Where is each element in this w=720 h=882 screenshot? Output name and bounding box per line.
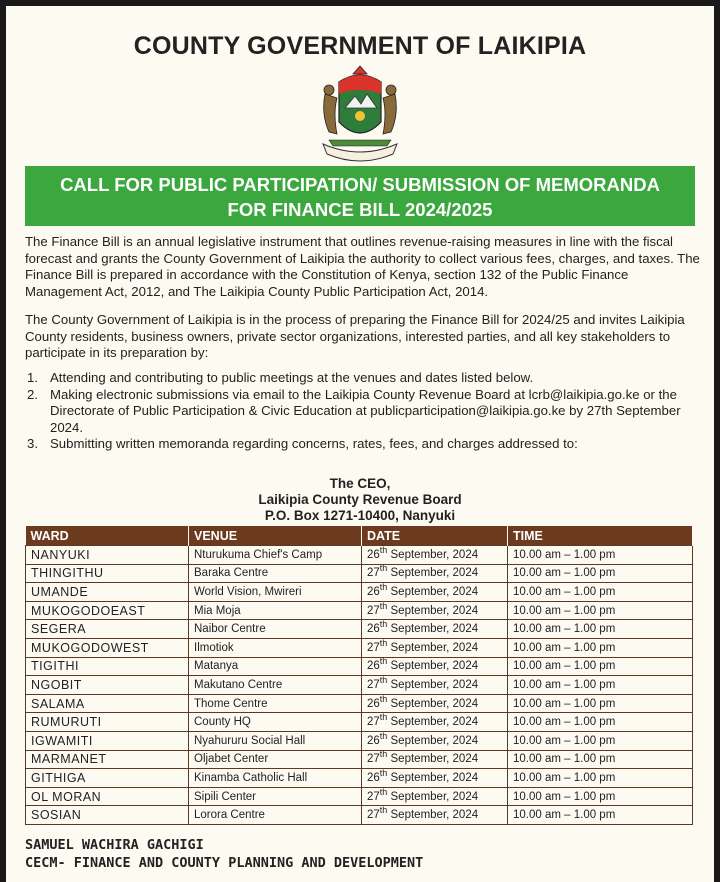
venue-cell: Nturukuma Chief's Camp [189, 546, 362, 565]
venue-cell: Kinamba Catholic Hall [189, 769, 362, 788]
address-line-1: The CEO, [329, 476, 391, 491]
date-month: September, 2024 [390, 771, 479, 784]
banner-line-2: FOR FINANCE BILL 2024/2025 [227, 199, 493, 220]
date-month: September, 2024 [390, 660, 479, 673]
date-month: September, 2024 [390, 697, 479, 710]
venue-cell: Mia Moja [189, 601, 362, 620]
date-month: September, 2024 [390, 734, 479, 747]
participation-list [25, 370, 701, 453]
table-row [26, 769, 693, 788]
county-title: COUNTY GOVERNMENT OF LAIKIPIA [133, 32, 587, 60]
table-row [26, 713, 693, 732]
table-row [26, 583, 693, 602]
date-month: September, 2024 [390, 678, 479, 691]
column-header-time: TIME [508, 526, 693, 546]
date-month: September, 2024 [390, 716, 479, 729]
date-cell [362, 750, 508, 769]
list-number: 3. [27, 436, 38, 451]
date-month: September, 2024 [390, 567, 479, 580]
date-day: 27 [367, 790, 380, 803]
date-cell [362, 657, 508, 676]
date-suffix: th [379, 600, 388, 611]
ward-cell: IGWAMITI [26, 731, 189, 750]
column-header-date: DATE [362, 526, 508, 546]
date-cell [362, 564, 508, 583]
ward-cell: NGOBIT [26, 676, 189, 695]
date-suffix: th [379, 674, 388, 685]
date-suffix: th [379, 693, 388, 704]
announcement-banner [25, 166, 695, 226]
list-item [25, 370, 701, 387]
table-row [26, 750, 693, 769]
date-day: 26 [367, 548, 380, 561]
ward-cell: TIGITHI [26, 657, 189, 676]
date-day: 26 [367, 660, 380, 673]
date-suffix: th [379, 805, 388, 816]
date-day: 27 [367, 809, 380, 822]
date-month: September, 2024 [390, 753, 479, 766]
time-cell: 10.00 am – 1.00 pm [508, 731, 693, 750]
date-cell [362, 713, 508, 732]
time-cell: 10.00 am – 1.00 pm [508, 546, 693, 565]
date-day: 27 [367, 604, 380, 617]
table-row [26, 564, 693, 583]
list-number: 2. [27, 386, 38, 402]
date-suffix: th [379, 637, 388, 648]
date-day: 26 [367, 585, 380, 598]
venue-cell: Sipili Center [189, 787, 362, 806]
venue-cell: Ilmotiok [189, 638, 362, 657]
venue-cell: Matanya [189, 657, 362, 676]
date-cell [362, 546, 508, 565]
venue-cell: Nyahururu Social Hall [189, 731, 362, 750]
ward-cell: SEGERA [26, 620, 189, 639]
column-header-ward: WARD [26, 526, 189, 546]
signatory-block [25, 836, 423, 872]
time-cell: 10.00 am – 1.00 pm [508, 750, 693, 769]
date-cell [362, 601, 508, 620]
list-item [25, 387, 701, 437]
time-cell: 10.00 am – 1.00 pm [508, 769, 693, 788]
date-day: 27 [367, 641, 380, 654]
mailing-address [6, 476, 714, 524]
table-row [26, 657, 693, 676]
date-cell [362, 638, 508, 657]
date-suffix: th [379, 749, 388, 760]
date-suffix: th [379, 563, 388, 574]
time-cell: 10.00 am – 1.00 pm [508, 713, 693, 732]
venue-cell: Makutano Centre [189, 676, 362, 695]
date-suffix: th [379, 767, 388, 778]
ward-cell: MARMANET [26, 750, 189, 769]
date-month: September, 2024 [390, 548, 479, 561]
list-text: Attending and contributing to public meetings at the venues and dates listed below. [50, 370, 534, 385]
venue-cell: Baraka Centre [189, 564, 362, 583]
date-suffix: th [379, 656, 388, 667]
ward-cell: MUKOGODOWEST [26, 638, 189, 657]
date-cell [362, 769, 508, 788]
time-cell: 10.00 am – 1.00 pm [508, 620, 693, 639]
date-suffix: th [379, 786, 388, 797]
date-cell [362, 676, 508, 695]
table-row [26, 676, 693, 695]
date-day: 26 [367, 623, 380, 636]
ward-cell: OL MORAN [26, 787, 189, 806]
time-cell: 10.00 am – 1.00 pm [508, 657, 693, 676]
address-line-2: Laikipia County Revenue Board [258, 492, 462, 507]
date-suffix: th [379, 619, 388, 630]
signatory-name: SAMUEL WACHIRA GACHIGI [25, 837, 204, 853]
table-row [26, 787, 693, 806]
invitation-paragraph: The County Government of Laikipia is in the process of preparing the Finance Bill for 2024/25 and invites Laikipia County residents, business owners, private sector organizations, interested parties, and all key stakeholders to participate in its preparation by: [25, 312, 685, 360]
ward-cell: SALAMA [26, 694, 189, 713]
notice-page [6, 6, 714, 882]
date-month: September, 2024 [390, 809, 479, 822]
date-day: 26 [367, 697, 380, 710]
time-cell: 10.00 am – 1.00 pm [508, 806, 693, 825]
list-number: 1. [27, 370, 38, 385]
ward-cell: UMANDE [26, 583, 189, 602]
table-row [26, 731, 693, 750]
county-crest-icon [315, 64, 405, 166]
date-day: 27 [367, 716, 380, 729]
table-body [26, 546, 693, 825]
date-cell [362, 806, 508, 825]
time-cell: 10.00 am – 1.00 pm [508, 787, 693, 806]
date-month: September, 2024 [390, 604, 479, 617]
venue-cell: Thome Centre [189, 694, 362, 713]
table-row [26, 806, 693, 825]
time-cell: 10.00 am – 1.00 pm [508, 694, 693, 713]
signatory-title: CECM- FINANCE AND COUNTY PLANNING AND DEVELOPMENT [25, 855, 424, 871]
venue-cell: Lorora Centre [189, 806, 362, 825]
date-cell [362, 694, 508, 713]
table-row [26, 694, 693, 713]
table-row [26, 546, 693, 565]
venue-schedule-table [25, 526, 693, 825]
date-suffix: th [379, 581, 388, 592]
ward-cell: NANYUKI [26, 546, 189, 565]
date-cell [362, 583, 508, 602]
date-month: September, 2024 [390, 623, 479, 636]
venue-cell: County HQ [189, 713, 362, 732]
date-month: September, 2024 [390, 790, 479, 803]
date-day: 27 [367, 567, 380, 580]
date-suffix: th [379, 544, 388, 555]
list-text: Making electronic submissions via email to the Laikipia County Revenue Board at lcrb@laikipia.go.ke or the Directorate of Public Participation & Civic Education at publicparticipation@laikipia.go.ke by 27th September 2024. [50, 386, 681, 435]
date-day: 26 [367, 771, 380, 784]
time-cell: 10.00 am – 1.00 pm [508, 676, 693, 695]
address-line-3: P.O. Box 1271-10400, Nanyuki [264, 508, 456, 523]
date-suffix: th [379, 730, 388, 741]
table-header-row [26, 526, 693, 546]
time-cell: 10.00 am – 1.00 pm [508, 564, 693, 583]
column-header-venue: VENUE [189, 526, 362, 546]
date-day: 26 [367, 734, 380, 747]
date-month: September, 2024 [390, 585, 479, 598]
date-cell [362, 787, 508, 806]
banner-line-1: CALL FOR PUBLIC PARTICIPATION/ SUBMISSION OF MEMORANDA [60, 174, 660, 195]
time-cell: 10.00 am – 1.00 pm [508, 638, 693, 657]
time-cell: 10.00 am – 1.00 pm [508, 601, 693, 620]
venue-cell: Naibor Centre [189, 620, 362, 639]
date-cell [362, 620, 508, 639]
time-cell: 10.00 am – 1.00 pm [508, 583, 693, 602]
ward-cell: SOSIAN [26, 806, 189, 825]
ward-cell: RUMURUTI [26, 713, 189, 732]
table-row [26, 601, 693, 620]
ward-cell: MUKOGODOEAST [26, 601, 189, 620]
venue-cell: World Vision, Mwireri [189, 583, 362, 602]
date-cell [362, 731, 508, 750]
ward-cell: THINGITHU [26, 564, 189, 583]
date-month: September, 2024 [390, 641, 479, 654]
venue-cell: Oljabet Center [189, 750, 362, 769]
table-row [26, 638, 693, 657]
intro-paragraph: The Finance Bill is an annual legislative instrument that outlines revenue-raising measures in line with the fiscal forecast and grants the County Government of Laikipia the authority to collect various fees, charges, and taxes. The Finance Bill is prepared in accordance with the Constitution of Kenya, section 132 of the Public Finance Management Act, 2012, and The Laikipia County Public Participation Act, 2014. [25, 234, 700, 299]
list-text: Submitting written memoranda regarding concerns, rates, fees, and charges addressed to: [50, 436, 578, 451]
list-item [25, 436, 701, 453]
ward-cell: GITHIGA [26, 769, 189, 788]
date-day: 27 [367, 678, 380, 691]
date-day: 27 [367, 753, 380, 766]
table-row [26, 620, 693, 639]
date-suffix: th [379, 712, 388, 723]
